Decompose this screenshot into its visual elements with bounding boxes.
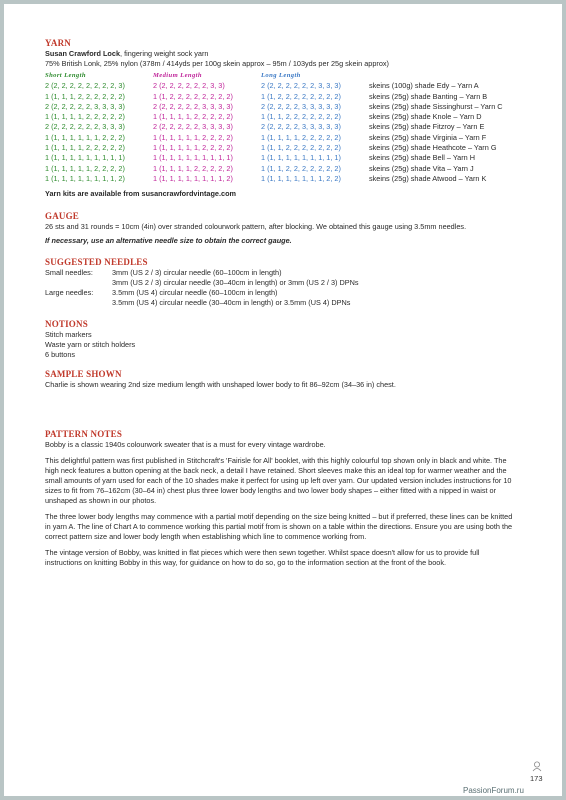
large-needles-label: Large needles: (45, 288, 94, 298)
short-qty: 2 (2, 2, 2, 2, 2, 2, 2, 2, 3) (45, 81, 125, 91)
long-qty: 1 (1, 1, 1, 1, 1, 1, 1, 1, 1) (261, 153, 341, 163)
long-qty: 1 (1, 1, 2, 2, 2, 2, 2, 2, 2) (261, 112, 341, 122)
yarn-table-header (45, 71, 515, 81)
table-row (45, 143, 515, 153)
short-qty: 1 (1, 1, 1, 1, 1, 1, 1, 1, 1) (45, 153, 125, 163)
long-qty: 1 (1, 1, 1, 1, 2, 2, 2, 2, 2) (261, 132, 341, 142)
table-row (45, 112, 515, 122)
small-needle-2: 3mm (US 2 / 3) circular needle (30–40cm in length) or 3mm (US 2 / 3) DPNs (112, 278, 359, 288)
needle-row (45, 278, 515, 288)
yarn-brand-line (45, 49, 515, 59)
gauge-heading: GAUGE (45, 211, 80, 222)
large-needle-2: 3.5mm (US 4) circular needle (30–40cm in length) or 3.5mm (US 4) DPNs (112, 298, 351, 308)
table-row (45, 153, 515, 163)
yarn-table (45, 71, 515, 184)
long-qty: 1 (1, 2, 2, 2, 2, 2, 2, 2, 2) (261, 91, 341, 101)
large-needle-1: 3.5mm (US 4) circular needle (60–100cm in length) (112, 288, 278, 298)
yarn-shade: skeins (25g) shade Bell – Yarn H (369, 153, 475, 163)
yarn-heading: YARN (45, 38, 71, 48)
notes-paragraph: The vintage version of Bobby, was knitted in flat pieces which were then sewn together. Whilst space doesn't allow for us to provide full instructions on knitting Bobby in this way, for guidance on how to do so, go to the information section at the front of the book. (45, 548, 480, 568)
long-qty: 1 (1, 1, 2, 2, 2, 2, 2, 2, 2) (261, 163, 341, 173)
needles-heading: SUGGESTED NEEDLES (45, 257, 148, 268)
medium-length-header: Medium Length (153, 72, 202, 79)
pattern-content (45, 38, 515, 574)
yarn-shade: skeins (25g) shade Virginia – Yarn F (369, 132, 487, 142)
table-row (45, 102, 515, 112)
list-item: Stitch markers (45, 330, 92, 340)
yarn-shade: skeins (100g) shade Edy – Yarn A (369, 81, 479, 91)
short-qty: 1 (1, 1, 1, 1, 1, 2, 2, 2, 2) (45, 163, 125, 173)
yarn-kits: Yarn kits are available from susancrawfordvintage.com (45, 189, 237, 199)
notions-section (45, 319, 515, 360)
gauge-note: If necessary, use an alternative needle size to obtain the correct gauge. (45, 236, 292, 246)
long-length-header: Long Length (261, 72, 301, 79)
needle-row (45, 288, 515, 298)
short-qty: 2 (2, 2, 2, 2, 2, 3, 3, 3, 3) (45, 101, 125, 111)
yarn-composition: 75% British Lonk, 25% nylon (378m / 414yds per 100g skein approx – 95m / 103yds per 25g skein approx) (45, 59, 389, 68)
watermark: PassionForum.ru (463, 786, 524, 795)
notions-heading: NOTIONS (45, 319, 88, 330)
needle-row (45, 298, 515, 308)
yarn-shade: skeins (25g) shade Atwood – Yarn K (369, 173, 487, 183)
table-row (45, 92, 515, 102)
short-qty: 1 (1, 1, 1, 1, 1, 1, 1, 1, 2) (45, 173, 125, 183)
notes-paragraph: The three lower body lengths may commence with a partial motif depending on the size being knitted – but if preferred, these lines can be knitted in yarn A. The line of Chart A to commence working this partial motif from is shown on a table within the directions. Ensure you are using both the correct pattern size and lower body length when establishing which line to commence working from. (45, 512, 513, 542)
table-row (45, 164, 515, 174)
medium-qty: 1 (1, 1, 1, 1, 1, 2, 2, 2, 2) (153, 143, 233, 153)
table-row (45, 174, 515, 184)
yarn-shade: skeins (25g) shade Banting – Yarn B (369, 91, 488, 101)
needles-section (45, 257, 515, 308)
yarn-shade: skeins (25g) shade Vita – Yarn J (369, 163, 474, 173)
page-number: 173 (530, 774, 543, 783)
long-qty: 2 (2, 2, 2, 2, 3, 3, 3, 3, 3) (261, 122, 341, 132)
notes-intro: Bobby is a classic 1940s colourwork sweater that is a must for every vintage wardrobe. (45, 440, 326, 450)
notes-paragraph: This delightful pattern was first published in Stitchcraft's 'Fairisle for All' booklet, with this highly colourful top shown only in black and white. The high neck features a button opening at the back neck, a detail I have retained. Short sleeves make this an ideal top for warmer weather and the small amounts of yarn used for each of the 10 shades make it perfect for using up left over yarn. Our updated version includes instructions for 10 sizes to fit from 76–162cm (30–64 in) chest plus three lower body lengths and two lower body shapes – either fitted with a nipped in waist or unshaped as shown in our photos. (45, 456, 512, 506)
yarn-shade: skeins (25g) shade Knole – Yarn D (369, 112, 482, 122)
medium-qty: 2 (2, 2, 2, 2, 2, 3, 3, 3, 3) (153, 122, 233, 132)
long-qty: 1 (1, 1, 1, 1, 1, 1, 1, 2, 2) (261, 173, 341, 183)
long-qty: 2 (2, 2, 2, 2, 2, 2, 3, 3, 3) (261, 81, 341, 91)
small-needle-1: 3mm (US 2 / 3) circular needle (60–100cm in length) (112, 268, 282, 278)
table-row (45, 122, 515, 132)
long-qty: 1 (1, 1, 2, 2, 2, 2, 2, 2, 2) (261, 143, 341, 153)
needle-row (45, 268, 515, 278)
medium-qty: 1 (1, 2, 2, 2, 2, 2, 2, 2, 2) (153, 91, 233, 101)
list-item: 6 buttons (45, 350, 76, 360)
list-item: Waste yarn or stitch holders (45, 340, 136, 350)
notes-heading: PATTERN NOTES (45, 429, 123, 440)
publisher-logo-icon (531, 760, 543, 772)
yarn-brand-suffix: , fingering weight sock yarn (120, 49, 209, 58)
sample-text: Charlie is shown wearing 2nd size medium length with unshaped lower body to fit 86–92cm (34–36 in) chest. (45, 380, 396, 390)
long-qty: 2 (2, 2, 2, 2, 3, 3, 3, 3, 3) (261, 101, 341, 111)
medium-qty: 2 (2, 2, 2, 2, 2, 2, 3, 3) (153, 81, 225, 91)
table-row (45, 133, 515, 143)
yarn-shade: skeins (25g) shade Sissinghurst – Yarn C (369, 101, 503, 111)
sample-section (45, 369, 515, 390)
medium-qty: 1 (1, 1, 1, 1, 1, 2, 2, 2, 2) (153, 132, 233, 142)
yarn-shade: skeins (25g) shade Fitzroy – Yarn E (369, 122, 485, 132)
notes-section (45, 429, 515, 568)
short-qty: 2 (2, 2, 2, 2, 2, 2, 3, 3, 3) (45, 122, 125, 132)
short-qty: 1 (1, 1, 1, 1, 2, 2, 2, 2, 2) (45, 112, 125, 122)
gauge-section (45, 211, 515, 246)
short-qty: 1 (1, 1, 1, 2, 2, 2, 2, 2, 2) (45, 91, 125, 101)
table-row (45, 81, 515, 91)
medium-qty: 1 (1, 1, 1, 1, 1, 1, 1, 1, 2) (153, 173, 233, 183)
short-qty: 1 (1, 1, 1, 1, 1, 1, 2, 2, 2) (45, 132, 125, 142)
medium-qty: 2 (2, 2, 2, 2, 2, 3, 3, 3, 3) (153, 101, 233, 111)
yarn-brand: Susan Crawford Lock (45, 49, 121, 58)
sample-heading: SAMPLE SHOWN (45, 369, 122, 380)
medium-qty: 1 (1, 1, 1, 1, 2, 2, 2, 2, 2) (153, 163, 233, 173)
short-qty: 1 (1, 1, 1, 1, 2, 2, 2, 2, 2) (45, 143, 125, 153)
gauge-text: 26 sts and 31 rounds = 10cm (4in) over stranded colourwork pattern, after blocking. We obtained this gauge using 3.5mm needles. (45, 222, 467, 232)
medium-qty: 1 (1, 1, 1, 1, 2, 2, 2, 2, 2) (153, 112, 233, 122)
short-length-header: Short Length (45, 72, 86, 79)
small-needles-label: Small needles: (45, 268, 93, 278)
medium-qty: 1 (1, 1, 1, 1, 1, 1, 1, 1, 1) (153, 153, 233, 163)
yarn-shade: skeins (25g) shade Heathcote – Yarn G (369, 143, 497, 153)
